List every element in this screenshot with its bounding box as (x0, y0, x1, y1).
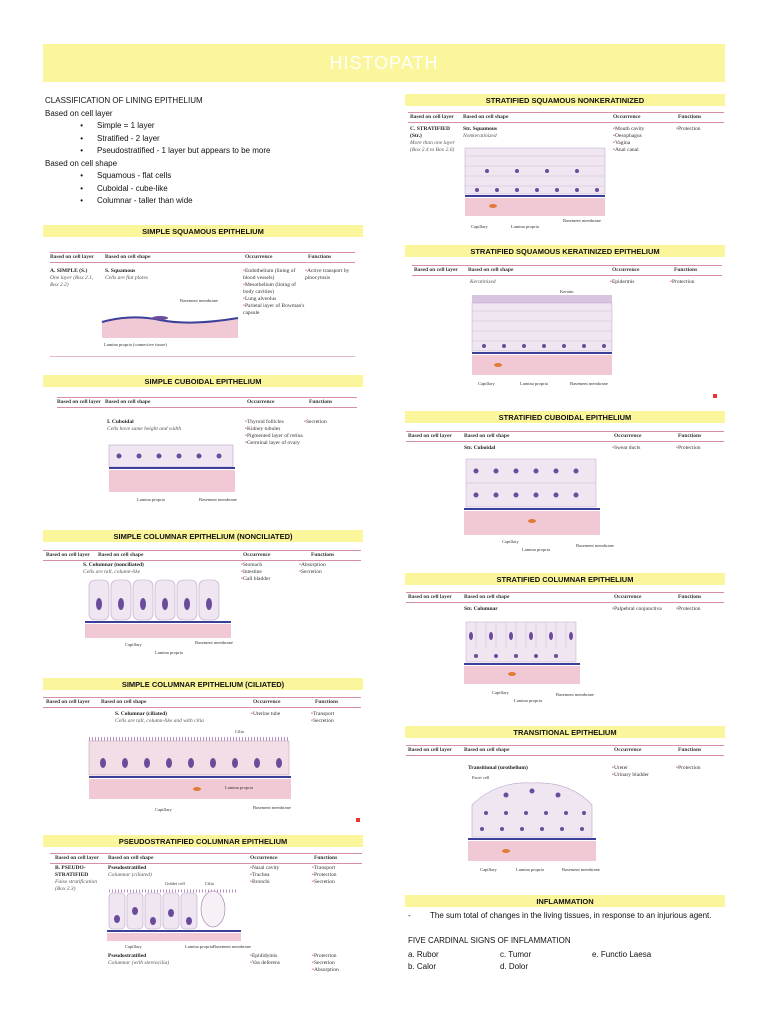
svg-text:Basement membrane: Basement membrane (570, 381, 608, 386)
svg-text:Keratin: Keratin (560, 289, 574, 294)
list-item: • Pseudostratified - 1 layer but appears to be more (80, 146, 271, 155)
svg-text:Lamina propria: Lamina propria (185, 944, 213, 949)
list-item: • Squamous - flat cells (80, 171, 172, 180)
transitional-illustration (466, 775, 606, 879)
section-heading-stratified-cuboidal: STRATIFIED CUBOIDAL EPITHELIUM (405, 411, 725, 423)
svg-text:Capillary: Capillary (480, 867, 497, 872)
table-stratified-squamous-nonkeratinized: Based on cell layer Based on cell shape Occurrence Functions C. STRATIFIED (Str.) More than one layer (Box 2.4 to Box 2.6) Str. Squamous Nonkeratinized • Mouth cavity • Oesophagus • Vagina • Anal canal • Protection Capillary Lamina propria Basement membrane (408, 112, 724, 237)
svg-text:Capillary: Capillary (155, 807, 172, 812)
table-stratified-cuboidal: Based on cell layer Based on cell shape Occurrence Functions Str. Cuboidal • Sweat ducts • Protection Capillary Lamina propria Basement membrane (406, 431, 724, 556)
section-heading-stratified-columnar: STRATIFIED COLUMNAR EPITHELIUM (405, 573, 725, 585)
stratified-columnar-illustration (462, 618, 602, 708)
table-pseudostratified: Based on cell layer Based on cell shape Occurrence Functions B. PSEUDO-STRATIFIED False stratification (Box 2.3) Pseudostratified Columnar (ciliated) • Nasal cavity • Trachea • Bronchi • Transport • Protection • Secretion Goblet cell Cilia Capillary Lamina propria Basement membrane Pseudostratified Columnar (with stereocilia) • Epididymis • Vas deferens • Protection • Secretion • Absorption (50, 853, 362, 978)
simple-columnar-ciliated-illustration (85, 723, 295, 817)
section-heading-transitional: TRANSITIONAL EPITHELIUM (405, 726, 725, 738)
section-heading-simple-cuboidal: SIMPLE CUBOIDAL EPITHELIUM (43, 375, 363, 387)
svg-text:Capillary: Capillary (478, 381, 495, 386)
svg-text:Basement membrane: Basement membrane (576, 543, 614, 548)
list-item: • Columnar - taller than wide (80, 196, 193, 205)
svg-text:Facet cell: Facet cell (472, 775, 490, 780)
svg-text:Capillary: Capillary (471, 224, 488, 229)
section-heading-stratified-squamous-keratinized: STRATIFIED SQUAMOUS KERATINIZED EPITHELIUM (405, 245, 725, 257)
svg-text:Basement membrane: Basement membrane (180, 298, 218, 303)
table-simple-squamous: Based on cell layer Based on cell shape Occurrence Functions A. SIMPLE (S.) One layer (Box 2.1, Box 2.2) S. Squamous Cells are flat plates • Endothelium (lining of blood vessels) • Mesothelium (lining of body cavities) • Lung alveolus • Parietal layer of Bowman's capsule • Active transport by pinocytosis Basement membrane Lamina propria (connective tissue) (50, 252, 355, 357)
svg-text:Basement membrane: Basement membrane (213, 944, 251, 949)
svg-text:Lamina propria: Lamina propria (514, 698, 542, 703)
red-marker (356, 818, 360, 822)
stratified-squamous-keratinized-illustration (470, 287, 620, 393)
list-item: • Simple = 1 layer (80, 121, 155, 130)
svg-text:Basement membrane: Basement membrane (195, 640, 233, 645)
svg-text:Lamina propria: Lamina propria (155, 650, 183, 655)
table-simple-columnar-nonciliated: Based on cell layer Based on cell shape Occurrence Functions S. Columnar (nonciliated) Cells are tall, column-like • Stomach • Intestine • Gall bladder • Absorption • Secretion Capillary Lamina propria Basement membrane (43, 550, 361, 660)
stratified-cuboidal-illustration (462, 455, 612, 555)
section-heading-simple-columnar-ciliated: SIMPLE COLUMNAR EPITHELIUM (CILIATED) (43, 678, 363, 690)
svg-text:Capillary: Capillary (492, 690, 509, 695)
svg-text:Cilia: Cilia (205, 881, 214, 886)
table-simple-cuboidal: Based on cell layer Based on cell shape Occurrence Functions I. Cuboidal Cells have same height and width • Thyroid follicles • Kidney tubules • Pigmented layer of retina • Germinal layer of ovary • Secretion Lamina propria Basement membrane (57, 397, 357, 512)
section-heading-simple-squamous: SIMPLE SQUAMOUS EPITHELIUM (43, 225, 363, 237)
by-layer-label: Based on cell layer (45, 108, 113, 118)
svg-text:Capillary: Capillary (502, 539, 519, 544)
sign-tumor: c. Tumor (500, 949, 532, 959)
svg-text:Lamina propria: Lamina propria (522, 547, 550, 552)
cardinal-signs-heading: FIVE CARDINAL SIGNS OF INFLAMMATION (408, 936, 571, 945)
list-item: • Stratified - 2 layer (80, 133, 160, 143)
svg-text:Lamina propria (connective tis: Lamina propria (connective tissue) (104, 342, 167, 347)
section-heading-simple-columnar-nonciliated: SIMPLE COLUMNAR EPITHELIUM (NONCILIATED) (43, 530, 363, 542)
svg-text:Capillary: Capillary (125, 642, 142, 647)
svg-text:Basement membrane: Basement membrane (199, 497, 237, 502)
svg-text:Capillary: Capillary (125, 944, 142, 949)
page-title-band (43, 44, 725, 82)
svg-text:Lamina propria: Lamina propria (516, 867, 544, 872)
svg-text:Basement membrane: Basement membrane (556, 692, 594, 697)
svg-text:Lamina propria: Lamina propria (137, 497, 165, 502)
sign-functio-laesa: e. Functio Laesa (592, 949, 652, 959)
svg-text:Cilia: Cilia (235, 729, 244, 734)
classification-intro (45, 95, 375, 208)
table-simple-columnar-ciliated: Based on cell layer Based on cell shape Occurrence Functions S. Columnar (ciliated) Cells are tall, column-like and with cilia • Uterine tube • Transport • Secretion Cilia Lamina propria Capillary Basement membrane (43, 697, 361, 817)
cardinal-signs (408, 935, 738, 974)
simple-columnar-nonciliated-illustration (83, 576, 233, 658)
section-heading-stratified-squamous-nonkeratinized: STRATIFIED SQUAMOUS NONKERATINIZED (405, 94, 725, 106)
intro-heading: CLASSIFICATION OF LINING EPITHELIUM (45, 96, 203, 105)
simple-squamous-illustration (100, 294, 240, 346)
table-stratified-squamous-keratinized: Based on cell layer Based on cell shape Occurrence Functions Keratinized • Epidermis • Protection Keratin Capillary Lamina propria Basement membrane (412, 265, 722, 395)
simple-cuboidal-illustration (107, 441, 237, 509)
red-marker (713, 394, 717, 398)
table-stratified-columnar: Based on cell layer Based on cell shape Occurrence Functions Str. Columnar • Palpebral conjunctiva • Protection Capillary Lamina propria Basement membrane (406, 592, 724, 707)
by-shape-label: Based on cell shape (45, 158, 118, 168)
page-title: HISTOPATH (329, 52, 439, 73)
svg-text:Goblet cell: Goblet cell (165, 881, 185, 886)
svg-text:Lamina propria: Lamina propria (225, 785, 253, 790)
table-transitional: Based on cell layer Based on cell shape Occurrence Functions Transitional (urothelium) • Ureter • Urinary bladder • Protection Facet cell Capillary Lamina propria Basement membrane (406, 745, 724, 880)
cardinal-signs-row (408, 949, 738, 962)
sign-dolor: d. Dolor (500, 962, 529, 971)
svg-text:Lamina propria: Lamina propria (511, 224, 539, 229)
list-item: • Cuboidal - cube-like (80, 183, 168, 193)
sign-rubor: a. Rubor (408, 949, 439, 959)
svg-text:Basement membrane: Basement membrane (562, 867, 600, 872)
svg-text:Lamina propria: Lamina propria (520, 381, 548, 386)
svg-text:Basement membrane: Basement membrane (563, 218, 601, 223)
section-heading-inflammation: INFLAMMATION (405, 895, 725, 907)
svg-text:Basement membrane: Basement membrane (253, 805, 291, 810)
section-heading-pseudostratified: PSEUDOSTRATIFIED COLUMNAR EPITHELIUM (43, 835, 363, 847)
sign-calor: b. Calor (408, 962, 437, 971)
stratified-squamous-nonkeratinized-illustration (463, 146, 613, 236)
cardinal-signs-row (408, 961, 738, 974)
inflammation-definition: - The sum total of changes in the living tissues, in response to an injurious agent. (408, 911, 712, 920)
pseudostratified-illustration (105, 877, 251, 949)
